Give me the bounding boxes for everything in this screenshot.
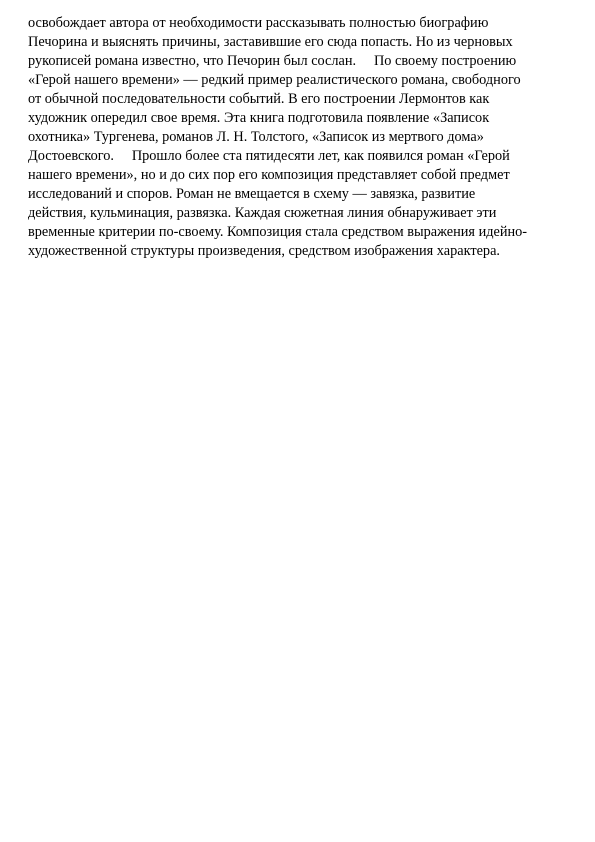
text-line: освобождает автора от необходимости рассказывать полностью биографию <box>28 15 489 31</box>
text-line: нашего времени», но и до сих пор его композиция представляет собой предмет <box>28 167 510 183</box>
text-line: Достоевского. Прошло более ста пятидесяти лет, как появился роман «Герой <box>28 148 510 164</box>
body-text <box>28 14 573 261</box>
text-line: от обычной последовательности событий. В его построении Лермонтов как <box>28 91 490 107</box>
text-line: художественной структуры произведения, средством изображения характера. <box>28 243 500 259</box>
text-line: охотника» Тургенева, романов Л. Н. Толстого, «Записок из мертвого дома» <box>28 129 484 145</box>
text-line: художник опередил свое время. Эта книга подготовила появление «Записок <box>28 110 490 126</box>
text-line: временные критерии по-своему. Композиция стала средством выражения идейно- <box>28 224 528 240</box>
text-line: рукописей романа известно, что Печорин был сослан. По своему построению <box>28 53 517 69</box>
text-line: исследований и споров. Роман не вмещается в схему — завязка, развитие <box>28 186 476 202</box>
text-line: Печорина и выяснять причины, заставившие его сюда попасть. Но из черновых <box>28 34 513 50</box>
text-line: действия, кульминация, развязка. Каждая сюжетная линия обнаруживает эти <box>28 205 497 221</box>
text-line: «Герой нашего времени» — редкий пример реалистического романа, свободного <box>28 72 521 88</box>
